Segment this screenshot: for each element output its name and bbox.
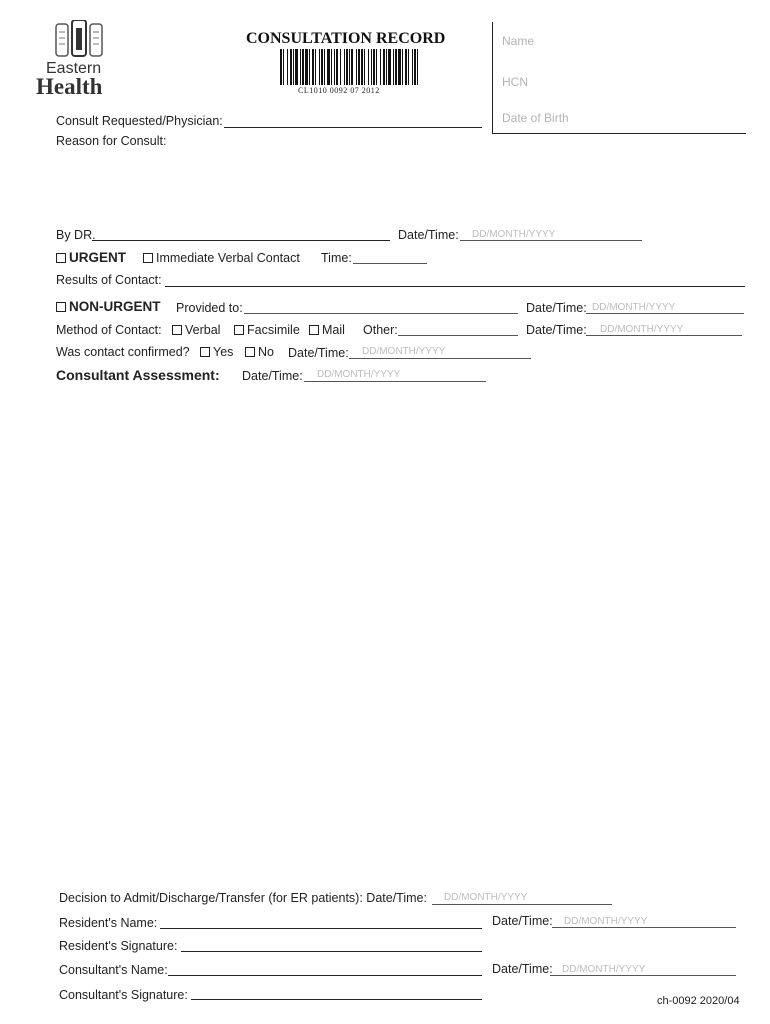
by-dr-field[interactable] bbox=[92, 240, 390, 241]
barcode-bar bbox=[386, 49, 387, 85]
verbal-checkbox[interactable] bbox=[172, 325, 182, 335]
barcode-bar bbox=[405, 49, 407, 85]
method-facsimile-option[interactable] bbox=[234, 323, 300, 337]
barcode-bar bbox=[383, 49, 385, 85]
barcode-bar bbox=[371, 49, 372, 85]
barcode-bar bbox=[327, 49, 330, 85]
method-datetime-field[interactable]: DD/MONTH/YYYY bbox=[600, 324, 684, 335]
urgent-label: URGENT bbox=[69, 250, 126, 265]
consultant-name-field[interactable] bbox=[168, 975, 482, 976]
barcode-bar bbox=[295, 49, 298, 85]
urgent-checkbox[interactable] bbox=[56, 253, 66, 263]
decision-datetime-underline bbox=[432, 904, 612, 905]
mail-checkbox[interactable] bbox=[309, 325, 319, 335]
by-dr-datetime-label: Date/Time: bbox=[398, 228, 459, 242]
consultant-datetime-field[interactable]: DD/MONTH/YYYY bbox=[562, 964, 646, 975]
by-dr-datetime-underline bbox=[460, 240, 642, 241]
resident-signature-field[interactable] bbox=[181, 951, 482, 952]
method-mail-option[interactable] bbox=[309, 323, 345, 337]
barcode-bar bbox=[283, 49, 284, 85]
no-label: No bbox=[258, 345, 274, 359]
name-field[interactable]: Name bbox=[502, 34, 535, 48]
barcode-bar bbox=[380, 49, 381, 85]
barcode-bar bbox=[319, 49, 320, 85]
immediate-contact-label: Immediate Verbal Contact bbox=[156, 251, 300, 265]
barcode-bar bbox=[334, 49, 335, 85]
consultant-datetime-label: Date/Time: bbox=[492, 962, 553, 976]
yes-label: Yes bbox=[213, 345, 234, 359]
reason-for-consult-label: Reason for Consult: bbox=[56, 134, 167, 148]
barcode-bar bbox=[388, 49, 391, 85]
barcode-bar bbox=[361, 49, 363, 85]
by-dr-datetime-field[interactable]: DD/MONTH/YYYY bbox=[472, 229, 556, 240]
consult-requested-label: Consult Requested/Physician: bbox=[56, 114, 223, 128]
barcode-bar bbox=[340, 49, 341, 85]
barcode-bar bbox=[402, 49, 403, 85]
assessment-text-area[interactable] bbox=[56, 392, 746, 872]
barcode-bar bbox=[324, 49, 325, 85]
barcode-bar bbox=[344, 49, 345, 85]
results-of-contact-field[interactable] bbox=[165, 286, 745, 287]
resident-signature-label: Resident's Signature: bbox=[59, 939, 178, 953]
page-title: CONSULTATION RECORD bbox=[246, 30, 446, 47]
logo-line2: Health bbox=[36, 74, 103, 99]
barcode-bar bbox=[280, 49, 282, 85]
results-of-contact-label: Results of Contact: bbox=[56, 273, 162, 287]
facsimile-label: Facsimile bbox=[247, 323, 300, 337]
patient-info-box bbox=[492, 22, 746, 134]
resident-datetime-label: Date/Time: bbox=[492, 914, 553, 928]
barcode-bar bbox=[349, 49, 350, 85]
no-checkbox[interactable] bbox=[245, 347, 255, 357]
barcode-bar bbox=[302, 49, 304, 85]
barcode-bar bbox=[346, 49, 348, 85]
confirmed-yes-option[interactable] bbox=[200, 345, 233, 359]
barcode-bar bbox=[331, 49, 332, 85]
barcode-bar bbox=[321, 49, 323, 85]
urgent-time-label: Time: bbox=[321, 251, 352, 265]
barcode-bar bbox=[398, 49, 401, 85]
hcn-field[interactable]: HCN bbox=[502, 75, 528, 89]
method-datetime-underline bbox=[586, 335, 742, 336]
barcode-bar bbox=[373, 49, 375, 85]
non-urgent-datetime-underline bbox=[586, 313, 744, 314]
non-urgent-datetime-label: Date/Time: bbox=[526, 301, 587, 315]
barcode-bar bbox=[376, 49, 377, 85]
barcode-bar bbox=[312, 49, 314, 85]
by-dr-label: By DR. bbox=[56, 228, 96, 242]
barcode-number: CL1010 0092 07 2012 bbox=[298, 86, 380, 95]
barcode-bar bbox=[358, 49, 360, 85]
urgent-time-field[interactable] bbox=[353, 263, 427, 264]
resident-name-label: Resident's Name: bbox=[59, 916, 158, 930]
barcode bbox=[280, 49, 420, 85]
resident-datetime-underline bbox=[552, 927, 736, 928]
other-label: Other: bbox=[363, 323, 398, 337]
barcode-bar bbox=[356, 49, 357, 85]
decision-label: Decision to Admit/Discharge/Transfer (for ER patients): Date/Time: bbox=[59, 891, 427, 905]
confirmed-datetime-underline bbox=[349, 358, 531, 359]
assessment-datetime-label: Date/Time: bbox=[242, 369, 303, 383]
consultant-signature-field[interactable] bbox=[191, 999, 482, 1000]
method-verbal-option[interactable] bbox=[172, 323, 220, 337]
barcode-bar bbox=[364, 49, 365, 85]
other-field[interactable] bbox=[398, 335, 518, 336]
method-of-contact-label: Method of Contact: bbox=[56, 323, 162, 337]
immediate-contact-option[interactable] bbox=[143, 251, 300, 265]
eastern-health-logo bbox=[36, 20, 126, 98]
confirmed-datetime-label: Date/Time: bbox=[288, 346, 349, 360]
barcode-bar bbox=[293, 49, 294, 85]
non-urgent-datetime-field[interactable]: DD/MONTH/YYYY bbox=[592, 302, 676, 313]
date-of-birth-field[interactable]: Date of Birth bbox=[502, 111, 569, 125]
barcode-bar bbox=[412, 49, 413, 85]
logo-emblem-icon bbox=[54, 20, 104, 60]
contact-confirmed-label: Was contact confirmed? bbox=[56, 345, 190, 359]
urgent-option[interactable] bbox=[56, 250, 126, 265]
consultant-datetime-underline bbox=[550, 975, 736, 976]
logo-line1: Eastern bbox=[46, 60, 102, 77]
barcode-bar bbox=[287, 49, 288, 85]
barcode-bar bbox=[351, 49, 353, 85]
barcode-bar bbox=[336, 49, 338, 85]
provided-to-field[interactable] bbox=[244, 313, 518, 314]
facsimile-checkbox[interactable] bbox=[234, 325, 244, 335]
consultant-assessment-label: Consultant Assessment: bbox=[56, 367, 220, 383]
barcode-bar bbox=[290, 49, 292, 85]
decision-datetime-field[interactable]: DD/MONTH/YYYY bbox=[444, 892, 528, 903]
barcode-bar bbox=[309, 49, 310, 85]
non-urgent-checkbox[interactable] bbox=[56, 302, 66, 312]
barcode-bar bbox=[395, 49, 397, 85]
consultant-signature-label: Consultant's Signature: bbox=[59, 988, 188, 1002]
confirmed-datetime-field[interactable]: DD/MONTH/YYYY bbox=[362, 346, 446, 357]
method-datetime-label: Date/Time: bbox=[526, 323, 587, 337]
consultant-name-label: Consultant's Name: bbox=[59, 963, 168, 977]
barcode-bar bbox=[414, 49, 416, 85]
barcode-bar bbox=[368, 49, 369, 85]
barcode-bar bbox=[315, 49, 316, 85]
yes-checkbox[interactable] bbox=[200, 347, 210, 357]
consult-requested-field[interactable] bbox=[224, 127, 482, 128]
non-urgent-label: NON-URGENT bbox=[69, 299, 161, 314]
mail-label: Mail bbox=[322, 323, 345, 337]
assessment-datetime-underline bbox=[304, 381, 486, 382]
resident-datetime-field[interactable]: DD/MONTH/YYYY bbox=[564, 916, 648, 927]
barcode-bar bbox=[305, 49, 308, 85]
barcode-bar bbox=[393, 49, 394, 85]
barcode-bar bbox=[417, 49, 418, 85]
barcode-bar bbox=[300, 49, 301, 85]
confirmed-no-option[interactable] bbox=[245, 345, 274, 359]
resident-name-field[interactable] bbox=[160, 928, 482, 929]
barcode-bar bbox=[408, 49, 409, 85]
assessment-datetime-field[interactable]: DD/MONTH/YYYY bbox=[317, 369, 401, 380]
immediate-contact-checkbox[interactable] bbox=[143, 253, 153, 263]
verbal-label: Verbal bbox=[185, 323, 221, 337]
form-code: ch-0092 2020/04 bbox=[657, 995, 740, 1007]
provided-to-label: Provided to: bbox=[176, 301, 243, 315]
non-urgent-option[interactable] bbox=[56, 299, 161, 314]
